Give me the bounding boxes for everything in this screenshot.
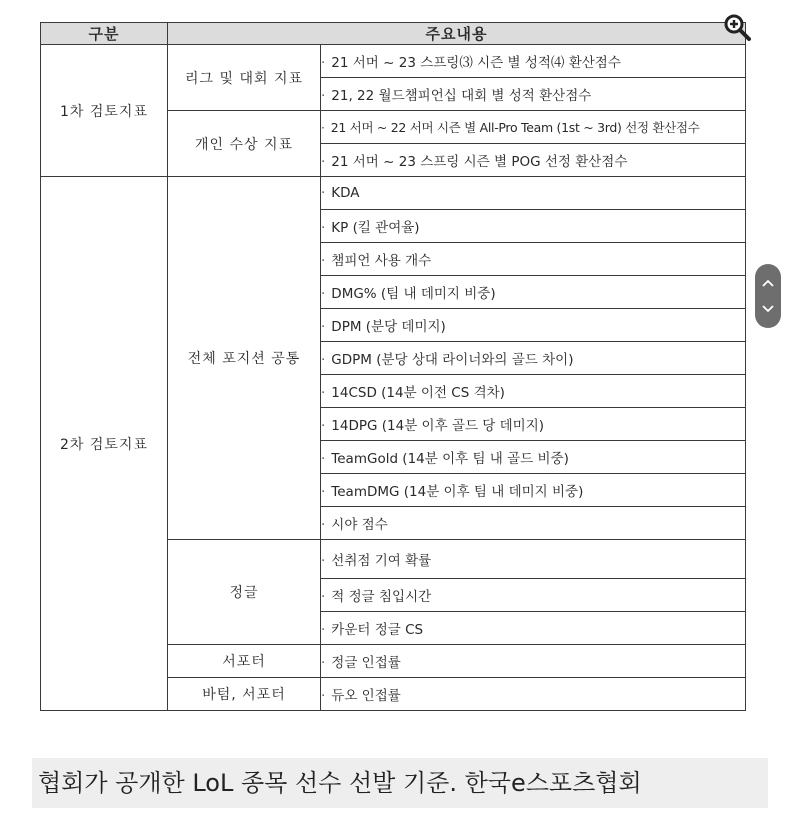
list-item xyxy=(321,375,746,408)
item-text: 14CSD (14분 이전 CS 격차) xyxy=(331,385,505,401)
bullet-glyph: · xyxy=(321,286,326,302)
group-label-all-positions: 전체 포지션 공통 xyxy=(168,177,321,540)
list-item xyxy=(321,177,746,210)
table-header-row xyxy=(41,23,746,45)
bullet-glyph: · xyxy=(321,220,326,236)
group-label-bottom-support: 바텀, 서포터 xyxy=(168,678,321,711)
item-text: GDPM (분당 상대 라이너와의 골드 차이) xyxy=(331,352,574,368)
bullet-glyph: · xyxy=(321,622,326,638)
bullet-glyph: · xyxy=(321,655,326,671)
scroll-control[interactable] xyxy=(755,264,781,328)
list-item xyxy=(321,645,746,678)
bullet-glyph: · xyxy=(321,418,326,434)
item-text: DMG% (팀 내 데미지 비중) xyxy=(331,286,496,302)
list-item xyxy=(321,309,746,342)
item-text: 선취점 기여 확률 xyxy=(331,553,432,569)
item-text: KP (킬 관여율) xyxy=(331,220,420,236)
group-label-jungle: 정글 xyxy=(168,540,321,645)
chevron-up-graphic xyxy=(762,279,774,287)
bullet-glyph: · xyxy=(321,352,326,368)
table-row xyxy=(41,45,746,78)
item-text: 카운터 정글 CS xyxy=(331,622,424,638)
header-content: 주요내용 xyxy=(168,23,746,45)
bullet-glyph: · xyxy=(321,120,325,135)
list-item xyxy=(321,78,746,111)
bullet-glyph: · xyxy=(321,185,326,201)
list-item xyxy=(321,441,746,474)
image-caption: 협회가 공개한 LoL 종목 선수 선발 기준. 한국e스포츠협회 xyxy=(32,758,768,808)
item-text: 챔피언 사용 개수 xyxy=(331,253,432,269)
list-item xyxy=(321,210,746,243)
bullet-glyph: · xyxy=(321,55,326,71)
list-item xyxy=(321,111,746,144)
item-text: 14DPG (14분 이후 골드 당 데미지) xyxy=(331,418,545,434)
list-item xyxy=(321,45,746,78)
chevron-down-icon[interactable] xyxy=(755,298,781,320)
chevron-down-graphic xyxy=(762,305,774,313)
bullet-glyph: · xyxy=(321,253,326,269)
item-text: 21 서머 ~ 23 스프링 시즌 별 POG 선정 환산점수 xyxy=(331,154,628,170)
item-text: 듀오 인접률 xyxy=(331,688,401,704)
item-text: 시야 점수 xyxy=(331,517,388,533)
list-item xyxy=(321,507,746,540)
item-text: TeamGold (14분 이후 팀 내 골드 비중) xyxy=(331,451,569,467)
bullet-glyph: · xyxy=(321,553,326,569)
list-item xyxy=(321,579,746,612)
bullet-glyph: · xyxy=(321,589,326,605)
item-text: TeamDMG (14분 이후 팀 내 데미지 비중) xyxy=(331,484,584,500)
table-row xyxy=(41,177,746,210)
bullet-glyph: · xyxy=(321,688,326,704)
list-item xyxy=(321,276,746,309)
item-text: 적 정글 침입시간 xyxy=(331,589,432,605)
item-text: 정글 인접률 xyxy=(331,655,401,671)
item-text: DPM (분당 데미지) xyxy=(331,319,446,335)
list-item xyxy=(321,144,746,177)
list-item xyxy=(321,678,746,711)
group-label-league: 리그 및 대회 지표 xyxy=(168,45,321,111)
list-item xyxy=(321,408,746,441)
list-item xyxy=(321,540,746,579)
bullet-glyph: · xyxy=(321,484,326,500)
group-label-awards: 개인 수상 지표 xyxy=(168,111,321,177)
list-item xyxy=(321,243,746,276)
bullet-glyph: · xyxy=(321,319,326,335)
chevron-up-icon[interactable] xyxy=(755,272,781,294)
selection-criteria-table xyxy=(40,22,746,711)
zoom-in-icon[interactable] xyxy=(722,12,752,42)
item-text: 21 서머 ~ 22 서머 시즌 별 All-Pro Team (1st ~ 3rd) 선정 환산점수 xyxy=(330,120,700,135)
group-label-support: 서포터 xyxy=(168,645,321,678)
item-text: 21 서머 ~ 23 스프링⑶ 시즌 별 성적⑷ 환산점수 xyxy=(331,55,621,71)
zoom-in-icon-graphic xyxy=(722,12,752,42)
list-item xyxy=(321,474,746,507)
list-item xyxy=(321,612,746,645)
bullet-glyph: · xyxy=(321,154,326,170)
bullet-glyph: · xyxy=(321,385,326,401)
section-label-first: 1차 검토지표 xyxy=(41,45,168,177)
item-text: 21, 22 월드챔피언십 대회 별 성적 환산점수 xyxy=(331,88,592,104)
bullet-glyph: · xyxy=(321,88,326,104)
bullet-glyph: · xyxy=(321,517,326,533)
item-text: KDA xyxy=(331,185,360,201)
header-category: 구분 xyxy=(41,23,168,45)
section-label-second: 2차 검토지표 xyxy=(41,177,168,711)
bullet-glyph: · xyxy=(321,451,326,467)
list-item xyxy=(321,342,746,375)
